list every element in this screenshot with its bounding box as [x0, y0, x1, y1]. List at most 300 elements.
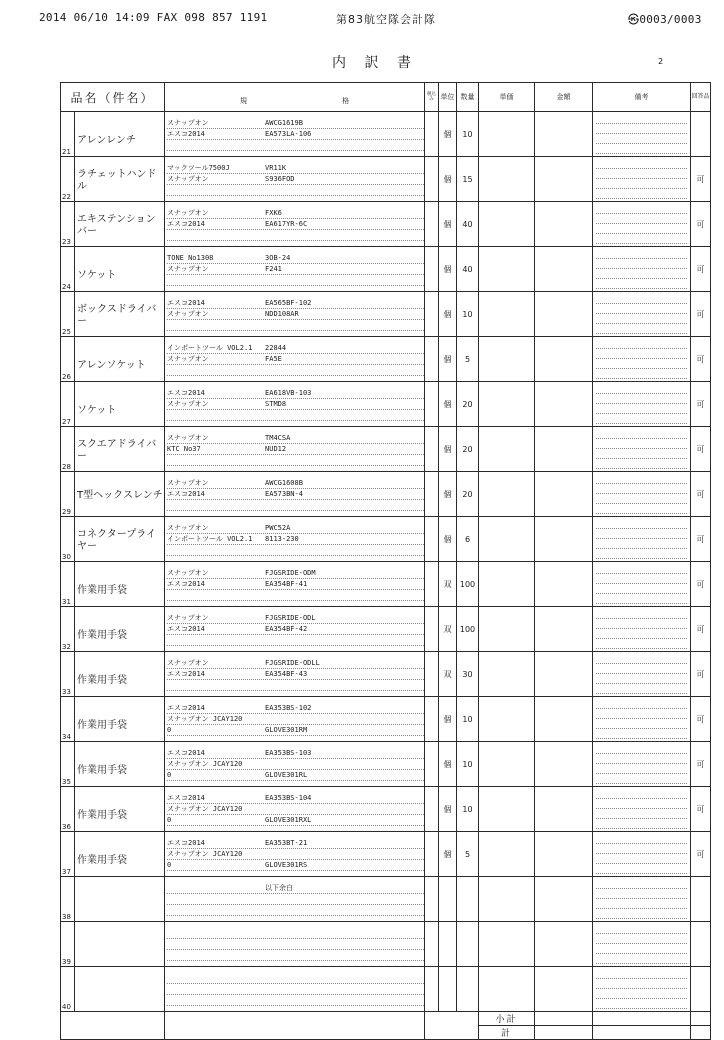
spec-model: 3OB-24 — [265, 253, 291, 262]
unit-cell: 双 — [439, 652, 457, 697]
item-number-cell — [61, 427, 75, 472]
unit-cell: 個 — [439, 427, 457, 472]
remarks-line — [596, 144, 687, 154]
tax-cell — [425, 427, 439, 472]
item-spec-cell — [165, 292, 425, 337]
unit-price-cell — [479, 697, 535, 742]
item-number-cell — [61, 382, 75, 427]
remarks-line — [596, 539, 687, 549]
remarks-line — [596, 954, 687, 964]
item-number-cell — [61, 517, 75, 562]
remarks-cell — [593, 427, 691, 472]
remarks-cell — [593, 157, 691, 202]
spec-maker: インポートツール VOL2.1 — [167, 343, 253, 352]
amount-cell — [535, 382, 593, 427]
reply-cell: 可 — [691, 247, 711, 292]
item-name: 作業用手袋 — [77, 810, 127, 821]
spec-model: EA353BS-104 — [265, 793, 312, 802]
item-number-cell — [61, 337, 75, 382]
amount-cell — [535, 157, 593, 202]
item-number: 32 — [62, 643, 71, 651]
table-row — [61, 247, 711, 292]
remarks-line — [596, 259, 687, 269]
spec-line — [167, 759, 424, 770]
tax-cell — [425, 697, 439, 742]
amount-cell — [535, 742, 593, 787]
tax-cell — [425, 112, 439, 157]
spec-model: EA617YR-6C — [265, 219, 308, 228]
spec-line — [167, 129, 424, 140]
spec-line — [167, 545, 424, 556]
table-row — [61, 382, 711, 427]
spec-maker: スナップオン JCAY120 — [167, 804, 243, 813]
spec-maker: エスコ2014 — [167, 579, 205, 588]
remarks-line — [596, 609, 687, 619]
unit-cell: 個 — [439, 472, 457, 517]
spec-model: FJGSRIDE-ODLL — [265, 658, 320, 667]
unit-cell: 個 — [439, 742, 457, 787]
spec-line — [167, 939, 424, 950]
unit-price-cell — [479, 562, 535, 607]
spec-maker: スナップオン JCAY120 — [167, 759, 243, 768]
remarks-line — [596, 709, 687, 719]
remarks-line — [596, 654, 687, 664]
amount-cell — [535, 337, 593, 382]
tax-cell — [425, 247, 439, 292]
unit-cell: 個 — [439, 382, 457, 427]
amount-cell — [535, 967, 593, 1012]
remarks-line — [596, 269, 687, 279]
amount-cell — [535, 472, 593, 517]
remarks-line — [596, 439, 687, 449]
item-name-cell — [75, 382, 165, 427]
remarks-line — [596, 564, 687, 574]
item-name: T型ヘックスレンチ — [77, 490, 163, 501]
unit-cell: 個 — [439, 787, 457, 832]
item-number-cell — [61, 292, 75, 337]
unit-cell: 個 — [439, 517, 457, 562]
item-name: ソケット — [77, 270, 117, 281]
item-name: アレンレンチ — [77, 135, 136, 146]
unit-price-cell — [479, 877, 535, 922]
table-row — [61, 607, 711, 652]
item-number-cell — [61, 652, 75, 697]
spec-model: FA5E — [265, 354, 282, 363]
tax-cell — [425, 157, 439, 202]
spec-model: EA354BF-43 — [265, 669, 308, 678]
item-name-cell — [75, 517, 165, 562]
item-spec-cell — [165, 562, 425, 607]
reply-cell: 可 — [691, 382, 711, 427]
reply-cell: 可 — [691, 157, 711, 202]
item-spec-cell — [165, 112, 425, 157]
spec-maker: エスコ2014 — [167, 298, 205, 307]
remarks-line — [596, 674, 687, 684]
qty-cell — [457, 877, 479, 922]
spec-model: EA573LA-106 — [265, 129, 312, 138]
remarks-line — [596, 504, 687, 514]
remarks-line — [596, 279, 687, 289]
item-number-cell — [61, 157, 75, 202]
spec-line — [167, 624, 424, 635]
item-spec-cell — [165, 697, 425, 742]
spec-line — [167, 219, 424, 230]
spec-line — [167, 320, 424, 331]
unit-cell: 個 — [439, 202, 457, 247]
spec-maker: スナップオン JCAY120 — [167, 714, 243, 723]
item-name: スクエアドライバー — [77, 439, 157, 462]
spec-line — [167, 658, 424, 669]
spec-model: EA354BF-42 — [265, 624, 308, 633]
table-row — [61, 112, 711, 157]
unit-price-cell — [479, 607, 535, 652]
item-name-cell — [75, 787, 165, 832]
tax-cell — [425, 607, 439, 652]
unit-cell — [439, 967, 457, 1012]
amount-cell — [535, 562, 593, 607]
remarks-line — [596, 574, 687, 584]
remarks-line — [596, 639, 687, 649]
table-row — [61, 292, 711, 337]
qty-cell — [457, 967, 479, 1012]
unit-price-cell — [479, 382, 535, 427]
table-row — [61, 787, 711, 832]
unit-price-cell — [479, 742, 535, 787]
table-row — [61, 427, 711, 472]
spec-model: 8113-230 — [265, 534, 299, 543]
item-name: 作業用手袋 — [77, 855, 127, 866]
spec-line — [167, 950, 424, 961]
unit-price-cell — [479, 427, 535, 472]
spec-line — [167, 365, 424, 376]
col-header-spec-a: 規 — [239, 96, 247, 105]
spec-model: NDD108AR — [265, 309, 299, 318]
spec-line — [167, 343, 424, 354]
spec-maker: エスコ2014 — [167, 624, 205, 633]
item-name-cell — [75, 202, 165, 247]
remarks-line — [596, 404, 687, 414]
spec-model: EA618VB-103 — [265, 388, 312, 397]
total-row — [61, 1026, 711, 1040]
qty-cell: 5 — [457, 337, 479, 382]
spec-maker: スナップオン — [167, 523, 209, 532]
reply-cell: 可 — [691, 787, 711, 832]
qty-cell: 100 — [457, 562, 479, 607]
remarks-line — [596, 384, 687, 394]
remarks-line — [596, 969, 687, 979]
item-name-cell — [75, 742, 165, 787]
subtotal-label: 小計 — [479, 1012, 535, 1026]
spec-line — [167, 680, 424, 691]
col-header-name: 品名（件名） — [61, 83, 165, 112]
remarks-line — [596, 889, 687, 899]
item-number: 40 — [62, 1003, 71, 1011]
reply-cell: 可 — [691, 517, 711, 562]
remarks-line — [596, 169, 687, 179]
spec-maker: KTC No37 — [167, 444, 201, 453]
spec-maker: エスコ2014 — [167, 748, 205, 757]
table-row — [61, 157, 711, 202]
qty-cell: 10 — [457, 112, 479, 157]
reply-cell — [691, 112, 711, 157]
remarks-line — [596, 304, 687, 314]
remarks-line — [596, 834, 687, 844]
remarks-line — [596, 934, 687, 944]
qty-cell: 20 — [457, 472, 479, 517]
spec-line — [167, 669, 424, 680]
remarks-cell — [593, 697, 691, 742]
reply-cell — [691, 922, 711, 967]
item-number-cell — [61, 697, 75, 742]
remarks-line — [596, 429, 687, 439]
reply-cell: 可 — [691, 607, 711, 652]
spec-maker: スナップオン — [167, 354, 209, 363]
remarks-line — [596, 729, 687, 739]
spec-maker: スナップオン — [167, 399, 209, 408]
item-number: 31 — [62, 598, 71, 606]
tax-cell — [425, 292, 439, 337]
remarks-line — [596, 664, 687, 674]
fax-header-page: ㉿0003/0003 — [628, 13, 702, 26]
remarks-line — [596, 459, 687, 469]
col-header-reply: 回答品 — [691, 83, 711, 112]
spec-line — [167, 579, 424, 590]
fax-page-count: 0003/0003 — [639, 13, 702, 26]
table-row — [61, 202, 711, 247]
item-name: アレンソケット — [77, 360, 146, 371]
tax-cell — [425, 472, 439, 517]
remarks-line — [596, 864, 687, 874]
table-row — [61, 877, 711, 922]
tax-cell — [425, 517, 439, 562]
remarks-line — [596, 744, 687, 754]
spec-line — [167, 275, 424, 286]
item-number: 21 — [62, 148, 71, 156]
qty-cell: 10 — [457, 742, 479, 787]
item-name-cell — [75, 922, 165, 967]
remarks-line — [596, 584, 687, 594]
remarks-line — [596, 619, 687, 629]
remarks-line — [596, 789, 687, 799]
spec-line — [167, 815, 424, 826]
remarks-line — [596, 124, 687, 134]
tax-cell — [425, 967, 439, 1012]
qty-cell: 6 — [457, 517, 479, 562]
remarks-line — [596, 979, 687, 989]
spec-model: EA353BT-21 — [265, 838, 308, 847]
remarks-line — [596, 549, 687, 559]
total-label: 計 — [479, 1026, 535, 1040]
reply-cell: 可 — [691, 427, 711, 472]
remarks-cell — [593, 742, 691, 787]
item-name: 作業用手袋 — [77, 585, 127, 596]
table-header-row — [61, 83, 711, 112]
spec-maker: スナップオン — [167, 208, 209, 217]
unit-cell: 個 — [439, 157, 457, 202]
item-number: 26 — [62, 373, 71, 381]
item-name-cell — [75, 157, 165, 202]
reply-cell: 可 — [691, 337, 711, 382]
spec-maker: 0 — [167, 725, 172, 734]
spec-line — [167, 174, 424, 185]
spec-line — [167, 444, 424, 455]
spec-maker: スナップオン — [167, 478, 209, 487]
spec-maker: TONE No1308 — [167, 253, 214, 262]
item-number: 35 — [62, 778, 71, 786]
remarks-line — [596, 189, 687, 199]
item-number-cell — [61, 877, 75, 922]
tax-cell — [425, 202, 439, 247]
spec-maker: エスコ2014 — [167, 793, 205, 802]
spec-model: GLOVE301RM — [265, 725, 308, 734]
unit-price-cell — [479, 157, 535, 202]
spec-model: EA565BF-102 — [265, 298, 312, 307]
item-number-cell — [61, 112, 75, 157]
remarks-line — [596, 134, 687, 144]
spec-model: S936FOD — [265, 174, 295, 183]
spec-maker: エスコ2014 — [167, 489, 205, 498]
table-row — [61, 742, 711, 787]
item-name: エキステンションバー — [77, 214, 156, 237]
remarks-line — [596, 629, 687, 639]
fax-header-left: 2014 06/10 14:09 FAX 098 857 1191 — [39, 11, 268, 24]
spec-line — [167, 905, 424, 916]
remarks-line — [596, 484, 687, 494]
spec-model: AWCG1608B — [265, 478, 303, 487]
remarks-cell — [593, 382, 691, 427]
item-name-cell — [75, 562, 165, 607]
remarks-line — [596, 809, 687, 819]
remarks-line — [596, 844, 687, 854]
amount-cell — [535, 652, 593, 697]
item-name-cell — [75, 472, 165, 517]
spec-line — [167, 894, 424, 905]
qty-cell: 10 — [457, 292, 479, 337]
item-number: 22 — [62, 193, 71, 201]
remarks-cell — [593, 247, 691, 292]
remarks-line — [596, 719, 687, 729]
spec-line — [167, 748, 424, 759]
item-name: ボックスドライバー — [77, 304, 157, 327]
unit-cell: 個 — [439, 112, 457, 157]
amount-cell — [535, 112, 593, 157]
spec-line — [167, 860, 424, 871]
remarks-line — [596, 989, 687, 999]
spec-maker: スナップオン — [167, 613, 209, 622]
reply-cell: 可 — [691, 652, 711, 697]
remarks-line — [596, 774, 687, 784]
item-name-cell — [75, 832, 165, 877]
spec-model: AWCG1619B — [265, 118, 303, 127]
spec-maker: エスコ2014 — [167, 219, 205, 228]
item-spec-cell — [165, 472, 425, 517]
item-number-cell — [61, 202, 75, 247]
remarks-line — [596, 449, 687, 459]
table-row — [61, 652, 711, 697]
item-number: 39 — [62, 958, 71, 966]
unit-price-cell — [479, 652, 535, 697]
unit-price-cell — [479, 337, 535, 382]
reply-cell: 可 — [691, 697, 711, 742]
remarks-line — [596, 699, 687, 709]
spec-line — [167, 635, 424, 646]
spec-line — [167, 140, 424, 151]
spec-line — [167, 613, 424, 624]
remarks-line — [596, 819, 687, 829]
remarks-line — [596, 234, 687, 244]
page-number: 2 — [658, 57, 664, 66]
spec-line — [167, 984, 424, 995]
item-spec-cell — [165, 247, 425, 292]
qty-cell: 10 — [457, 697, 479, 742]
table-row — [61, 922, 711, 967]
spec-line — [167, 534, 424, 545]
spec-line — [167, 455, 424, 466]
qty-cell: 30 — [457, 652, 479, 697]
spec-maker: エスコ2014 — [167, 703, 205, 712]
item-name-cell — [75, 337, 165, 382]
spec-maker: エスコ2014 — [167, 388, 205, 397]
spec-line — [167, 703, 424, 714]
item-number-cell — [61, 472, 75, 517]
item-spec-cell — [165, 202, 425, 247]
spec-model: FJGSRIDE-ODL — [265, 613, 316, 622]
item-spec-cell — [165, 607, 425, 652]
spec-model: GLOVE301RS — [265, 860, 308, 869]
remarks-line — [596, 754, 687, 764]
col-header-unit-price: 単価 — [479, 83, 535, 112]
spec-line — [167, 410, 424, 421]
spec-line — [167, 388, 424, 399]
item-spec-cell — [165, 877, 425, 922]
remarks-cell — [593, 967, 691, 1012]
remarks-line — [596, 879, 687, 889]
remarks-line — [596, 764, 687, 774]
remarks-line — [596, 594, 687, 604]
tax-cell — [425, 337, 439, 382]
unit-price-cell — [479, 832, 535, 877]
amount-cell — [535, 427, 593, 472]
amount-cell — [535, 247, 593, 292]
document-title: 内 訳 書 — [332, 55, 418, 71]
remarks-line — [596, 799, 687, 809]
remarks-cell — [593, 832, 691, 877]
col-header-spec-b: 格 — [342, 96, 350, 105]
amount-cell — [535, 697, 593, 742]
qty-cell: 10 — [457, 787, 479, 832]
reply-cell: 可 — [691, 472, 711, 517]
remarks-line — [596, 359, 687, 369]
item-spec-cell — [165, 157, 425, 202]
item-name: コネクタープライヤー — [77, 529, 156, 552]
item-name-cell — [75, 292, 165, 337]
reply-cell: 可 — [691, 562, 711, 607]
spec-model: GLOVE301RL — [265, 770, 308, 779]
spec-model: EA573BN-4 — [265, 489, 303, 498]
tax-cell — [425, 832, 439, 877]
item-number-cell — [61, 742, 75, 787]
reply-cell: 可 — [691, 742, 711, 787]
remarks-line — [596, 249, 687, 259]
remarks-line — [596, 684, 687, 694]
spec-model: FJGSRIDE-ODM — [265, 568, 316, 577]
remarks-line — [596, 179, 687, 189]
spec-model: F241 — [265, 264, 282, 273]
item-name: ソケット — [77, 405, 117, 416]
item-number: 23 — [62, 238, 71, 246]
qty-cell: 100 — [457, 607, 479, 652]
spec-model: 22844 — [265, 343, 287, 352]
